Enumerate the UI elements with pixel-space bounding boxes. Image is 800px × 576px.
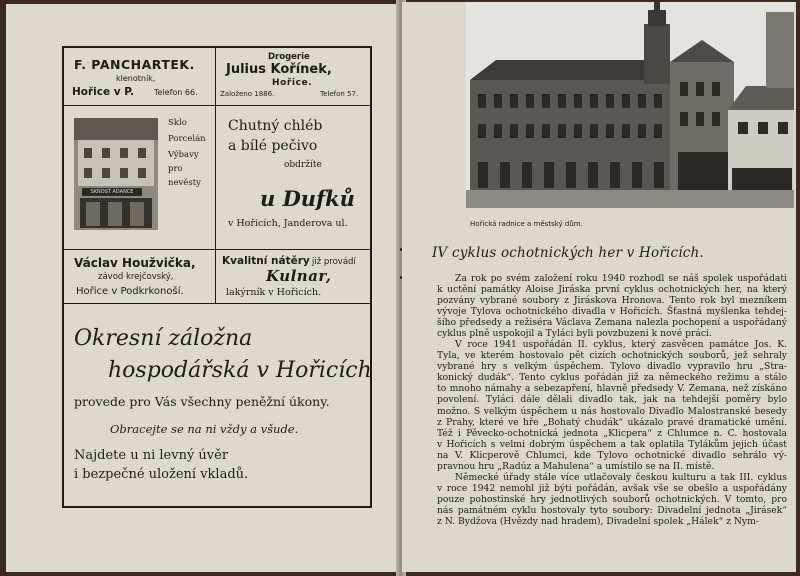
shop-sign: SKNOST ADANCE xyxy=(82,188,142,196)
panchartek-phone: Telefon 66. xyxy=(154,88,198,97)
paragraph-2 xyxy=(437,339,787,472)
dufek-address: v Hořicích, Janderova ul. xyxy=(228,218,348,229)
text-line: z Prahy, které ve hře „Bohatý chudák“ ukázalo pravé dramatické umění. xyxy=(437,416,787,428)
houzvicka-name: Václav Houžvička, xyxy=(74,256,196,270)
left-page xyxy=(6,4,398,572)
ad-dufek xyxy=(216,106,370,250)
korinek-town: Hořice. xyxy=(272,78,313,88)
text-line: V roce 1941 uspořádán II. cyklus, který zasvěcen památce Jos. K. xyxy=(455,339,787,350)
text-line: vývoje Tylova ochotnického divadla v Hořicích. Šťastná myšlenka tehdej- xyxy=(437,306,787,318)
text-line: pravnou hru „Radúz a Mahulena“ a umístilo se na II. místě. xyxy=(437,461,715,473)
korinek-name: Julius Kořínek, xyxy=(226,62,332,77)
panchartek-name: F. PANCHARTEK. xyxy=(74,57,195,72)
town-hall-photo xyxy=(466,2,794,208)
text-line: Tyla, ve kterém hostovalo pět cizích ochotnických souborů, jež sehraly xyxy=(437,350,787,362)
zalozna-line4: Obracejte se na ni vždy a všude. xyxy=(110,422,299,436)
kulnar-lead-rest: již provádí xyxy=(312,257,356,267)
ad-korinek xyxy=(216,48,370,106)
article-heading: IV cyklus ochotnických her v Hořicích. xyxy=(432,245,704,261)
ad-kulnar xyxy=(216,250,370,304)
dufek-line1: Chutný chléb xyxy=(228,118,323,134)
dufek-line3: obdržíte xyxy=(284,160,322,170)
korinek-phone: Telefon 57. xyxy=(320,90,359,98)
ad-okresni-zalozna xyxy=(64,304,370,506)
text-line: v Hořicích s velmi dobrým úspěchem a tak oplatila Tylákům jejich účast xyxy=(437,438,787,450)
ad-panchartek xyxy=(64,48,216,106)
text-line: možno. S velkým úspěchem u nás hostovalo Divadlo Malostranské besedy xyxy=(437,405,787,417)
houzvicka-trade: závod krejčovský, xyxy=(98,272,174,282)
text-line: povolení. Tyláci dále dělali divadlo tak, jak na tehdejší poměry bylo xyxy=(437,394,787,406)
panchartek-trade: klenotník, xyxy=(116,74,156,83)
text-line: z N. Bydžova (Hvězdy nad hradem), Divadelní spolek „Hálek“ z Nym- xyxy=(437,516,759,528)
zalozna-line6: i bezpečné uložení vkladů. xyxy=(74,467,249,482)
right-page xyxy=(402,2,796,572)
text-line: nás památném cyklu hostovaly tyto soubory: Divadelní jednota „Jirásek“ xyxy=(437,505,787,517)
dufek-line2: a bílé pečivo xyxy=(228,138,318,154)
text-line: pouze pohostinské hry jednotlivých souborů ochotnických. V tomto, pro xyxy=(437,494,787,506)
town-hall-image xyxy=(466,2,794,208)
paragraph-1 xyxy=(437,273,787,340)
shop-item: Výbavy xyxy=(168,150,199,160)
text-line: šího předsedy a režiséra Václava Zemana nalezla pochopení a uspořádaný xyxy=(437,317,787,329)
text-line: Za rok po svém založení roku 1940 rozhodl se náš spolek uspořádati xyxy=(455,273,787,284)
photo-caption: Hořická radnice a městský dům. xyxy=(470,220,583,228)
shop-item: nevěsty xyxy=(168,178,201,188)
zalozna-line3: provede pro Vás všechny peněžní úkony. xyxy=(74,394,330,409)
ad-houzvicka xyxy=(64,250,216,304)
zalozna-line5: Najdete u ni levný úvěr xyxy=(74,448,229,463)
ad-glass-porcelain xyxy=(64,106,216,250)
kulnar-name: Kulnar, xyxy=(266,267,332,285)
text-line: pozvány vybrané soubory z Jiráskova Hronova. Tento rok byl mezníkem xyxy=(437,295,787,307)
zalozna-line1: Okresní záložna xyxy=(74,326,253,351)
text-line: na V. Klicperově Chlumci, kde Tylovo ochotnické divadlo sehrálo vý- xyxy=(437,449,787,461)
advertisement-grid xyxy=(62,46,372,508)
text-line: konický dudák“. Tento cyklus pořádán již za německého režimu a stálo xyxy=(437,372,787,384)
text-line: cyklus plně uspokojil a Tyláci byli povzbuzeni k nové práci. xyxy=(437,328,712,340)
kulnar-lead: Kvalitní nátěry xyxy=(222,255,310,267)
text-line: Též i Pěvecko-ochotnická jednota „Klicpera“ z Chlumce n. C. hostovala xyxy=(437,427,787,439)
shop-item: Porcelán xyxy=(168,134,206,144)
text-line: to mnoho námahy a sebezapření, hlavně předsedy V. Zemana, než získáno xyxy=(437,383,787,395)
zalozna-line2: hospodářská v Hořicích xyxy=(108,358,372,383)
text-line: k uctění památky Aloise Jiráska první cyklus ochotnických her, na který xyxy=(437,284,787,296)
kulnar-trade: lakýrník v Hořicích. xyxy=(226,287,322,298)
shop-item: Sklo xyxy=(168,118,187,128)
text-line: vybrané hry s velkým úspěchem. Tylovo divadlo vypravilo hru „Stra- xyxy=(437,361,787,373)
shop-photo xyxy=(74,118,158,230)
text-line: Německé úřady stále více utlačovaly českou kulturu a tak III. cyklus xyxy=(455,472,787,483)
shop-item: pro xyxy=(168,164,183,174)
text-line: v roce 1942 nemohl již býti pořádán, avšak vše se obešlo a uspořádány xyxy=(437,483,787,495)
korinek-label: Drogerie xyxy=(268,52,310,62)
korinek-founded: Založeno 1886. xyxy=(220,90,275,98)
dufek-name: u Dufků xyxy=(260,186,355,211)
panchartek-town: Hořice v P. xyxy=(72,86,135,98)
paragraph-3 xyxy=(437,472,787,527)
houzvicka-town: Hořice v Podkrkonoší. xyxy=(76,286,184,297)
